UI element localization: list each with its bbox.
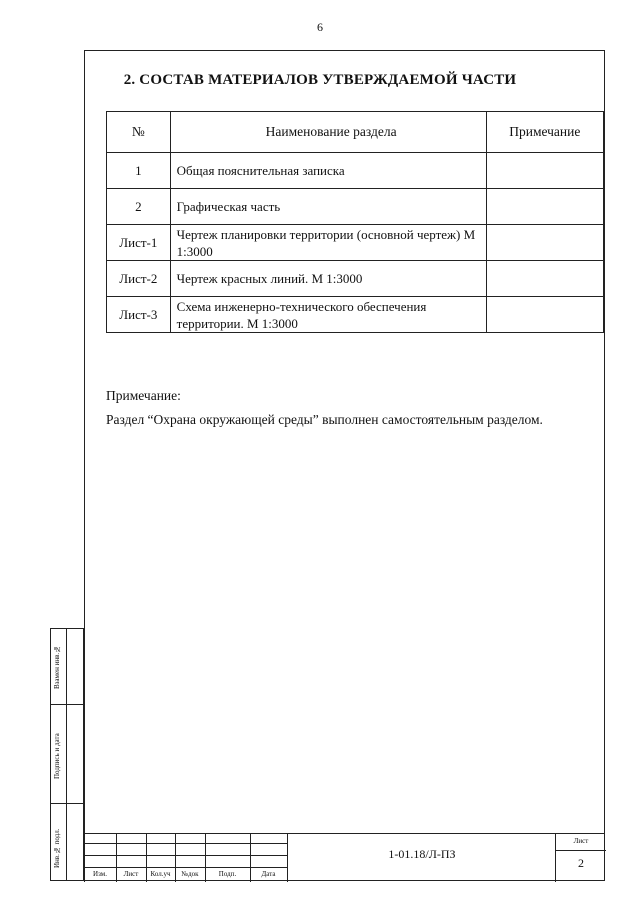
row-name: Схема инженерно-технического обеспечения территории. М 1:3000 [170, 297, 486, 333]
side-label-signature-date: Подпись и дата [53, 733, 61, 780]
note-text: Раздел “Охрана окружающей среды” выполнен самостоятельным разделом. [106, 412, 543, 427]
table-row [107, 153, 604, 189]
side-strip-divider [66, 629, 67, 880]
note-heading: Примечание: [106, 388, 181, 403]
section-title: 2. СОСТАВ МАТЕРИАЛОВ УТВЕРЖДАЕМОЙ ЧАСТИ [123, 72, 517, 88]
grid-line [84, 855, 287, 856]
sheet-divider [556, 850, 606, 851]
header-note: Примечание [486, 112, 603, 153]
side-label-inventory-number: Инв.№ подл. [53, 828, 61, 868]
sheet-number: 2 [578, 856, 584, 870]
side-strip-separator [51, 803, 83, 804]
col-label-change: Изм. [93, 870, 107, 878]
sheet-cell [555, 834, 606, 882]
table-row [107, 225, 604, 261]
row-number: 1 [107, 153, 171, 189]
title-block [84, 833, 605, 881]
materials-table [106, 111, 604, 333]
page-number: 6 [317, 20, 323, 34]
col-label-sheet: Лист [123, 870, 139, 878]
header-section-name: Наименование раздела [170, 112, 486, 153]
row-name: Чертеж планировки территории (основной чертеж) М 1:3000 [170, 225, 486, 261]
row-note [486, 189, 603, 225]
title-block-grid [84, 834, 287, 882]
table-header-row [107, 112, 604, 153]
col-label-doc-number: №док [181, 870, 199, 878]
row-note [486, 261, 603, 297]
col-label-signature: Подп. [218, 870, 237, 878]
row-note [486, 297, 603, 333]
row-name: Чертеж красных линий. М 1:3000 [170, 261, 486, 297]
row-name: Графическая часть [170, 189, 486, 225]
side-stamp-strip [50, 628, 84, 881]
grid-line [84, 867, 287, 868]
row-note [486, 153, 603, 189]
row-number: Лист-1 [107, 225, 171, 261]
header-number: № [107, 112, 171, 153]
document-code-cell [287, 834, 556, 882]
grid-line [84, 843, 287, 844]
table-row [107, 261, 604, 297]
table-row [107, 189, 604, 225]
col-label-count: Кол.уч [150, 870, 171, 878]
document-code: 1-01.18/Л-ПЗ [388, 847, 456, 861]
row-note [486, 225, 603, 261]
sheet-label: Лист [573, 837, 589, 845]
side-strip-separator [51, 704, 83, 705]
row-number: 2 [107, 189, 171, 225]
row-number: Лист-3 [107, 297, 171, 333]
col-label-date: Дата [261, 870, 276, 878]
row-name: Общая пояснительная записка [170, 153, 486, 189]
row-number: Лист-2 [107, 261, 171, 297]
side-label-replaced-inv: Взамен инв.№ [53, 644, 61, 690]
table-row [107, 297, 604, 333]
